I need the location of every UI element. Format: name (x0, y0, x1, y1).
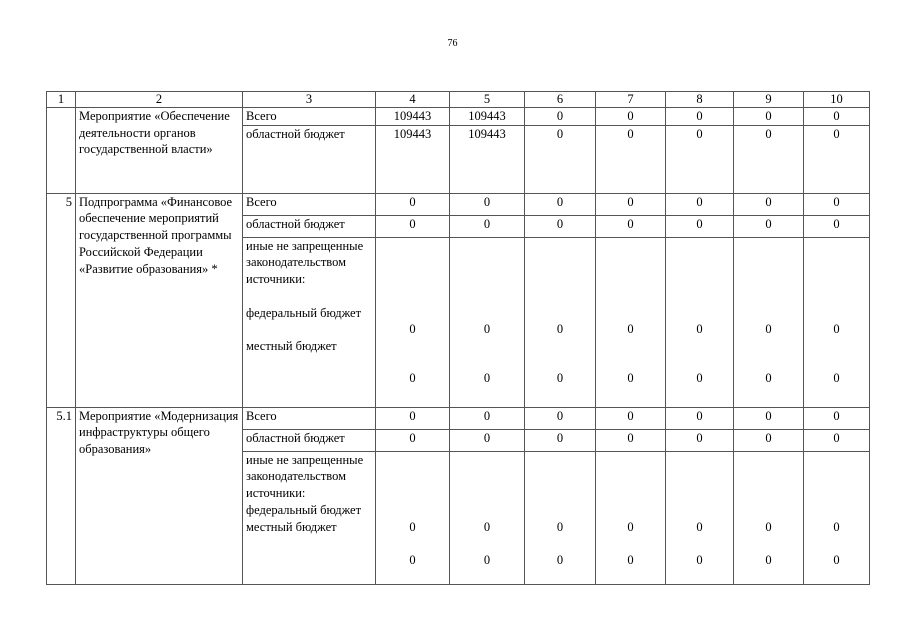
value-cell: 0 (804, 108, 870, 126)
value-cell: 109443 (376, 108, 450, 126)
column-header: 4 (376, 92, 450, 108)
column-header: 10 (804, 92, 870, 108)
column-header: 1 (47, 92, 76, 108)
value-cell: 0 (409, 371, 416, 386)
value-cell: 0 (525, 108, 596, 126)
event-name: Мероприятие «Модернизация инфраструктуры общего образования» (76, 407, 243, 584)
value-cell: 0 (833, 519, 840, 534)
table-row (47, 108, 870, 126)
event-name: Мероприятие «Обеспечение деятельности органов государственной власти» (76, 108, 243, 194)
local-budget-label: местный бюджет (246, 519, 337, 534)
source-label: областной бюджет (243, 125, 376, 193)
row-index: 5 (47, 193, 76, 407)
value-cell: 0 (483, 321, 491, 336)
other-sources-label: иные не запрещенные законодательством источники: (246, 238, 364, 287)
value-cell: 0 (804, 193, 870, 215)
value-cell: 0 (666, 429, 734, 451)
local-budget-label: местный бюджет (246, 338, 337, 353)
value-cell: 0 (483, 371, 491, 386)
federal-budget-label: федеральный бюджет (246, 502, 362, 517)
value-cell: 0 (696, 371, 703, 386)
value-cell: 0 (556, 371, 564, 386)
value-cell: 0 (525, 429, 596, 451)
value-cell: 0 (765, 553, 772, 568)
column-header: 9 (734, 92, 804, 108)
column-header: 2 (76, 92, 243, 108)
column-header: 5 (450, 92, 525, 108)
column-header: 7 (596, 92, 666, 108)
value-cell: 0 (450, 429, 525, 451)
value-cell: 0 (804, 429, 870, 451)
value-cell: 0 (696, 519, 703, 534)
value-cell: 0 (833, 321, 840, 336)
value-cell: 0 (734, 429, 804, 451)
value-cell: 0 (556, 553, 564, 568)
value-cell: 0 (450, 215, 525, 237)
value-cell: 0 (627, 371, 634, 386)
other-sources-label: иные не запрещенные законодательством источники: (246, 452, 364, 501)
value-cell: 0 (596, 125, 666, 193)
value-cell: 0 (666, 193, 734, 215)
value-cell: 0 (525, 193, 596, 215)
value-cell: 0 (596, 429, 666, 451)
value-cell: 0 (376, 215, 450, 237)
value-cell: 0 (627, 553, 634, 568)
value-cell: 0 (483, 519, 491, 534)
table-row (47, 193, 870, 215)
column-number-row (47, 92, 870, 108)
value-cell: 0 (804, 125, 870, 193)
table-row (47, 407, 870, 429)
subprogram-name: Подпрограмма «Финансовое обеспечение мероприятий государственной программы Российской Федерации «Развитие образования» * (76, 193, 243, 407)
row-index (47, 108, 76, 194)
value-cell: 0 (376, 407, 450, 429)
value-cell: 109443 (376, 125, 450, 193)
value-cell: 0 (525, 215, 596, 237)
column-header: 6 (525, 92, 596, 108)
source-label: Всего (243, 108, 376, 126)
value-cell: 0 (666, 108, 734, 126)
column-header: 8 (666, 92, 734, 108)
row-index: 5.1 (47, 407, 76, 584)
value-cell: 0 (734, 215, 804, 237)
value-cell: 0 (596, 108, 666, 126)
value-cell: 0 (376, 193, 450, 215)
value-cell: 0 (409, 321, 416, 336)
value-cell: 0 (409, 553, 416, 568)
value-cell: 0 (450, 407, 525, 429)
page-number: 76 (447, 38, 458, 49)
source-label-group (243, 451, 376, 584)
value-cell: 0 (525, 407, 596, 429)
value-cell: 0 (734, 108, 804, 126)
value-cell: 0 (666, 215, 734, 237)
source-label: областной бюджет (243, 215, 376, 237)
value-cell: 0 (596, 193, 666, 215)
value-cell: 0 (696, 553, 703, 568)
value-cell: 0 (556, 519, 564, 534)
value-cell: 0 (376, 429, 450, 451)
value-cell: 0 (833, 371, 840, 386)
value-cell: 0 (666, 407, 734, 429)
source-label: Всего (243, 407, 376, 429)
budget-table (46, 91, 870, 585)
value-cell: 0 (596, 407, 666, 429)
value-cell: 0 (525, 125, 596, 193)
value-cell: 0 (483, 553, 491, 568)
value-cell: 0 (765, 519, 772, 534)
source-label-group (243, 237, 376, 407)
value-cell: 0 (734, 407, 804, 429)
value-cell: 0 (765, 321, 772, 336)
value-cell: 0 (556, 321, 564, 336)
source-label: областной бюджет (243, 429, 376, 451)
value-cell: 0 (409, 519, 416, 534)
value-cell: 0 (627, 519, 634, 534)
value-cell: 0 (627, 321, 634, 336)
source-label: Всего (243, 193, 376, 215)
value-cell: 0 (734, 125, 804, 193)
value-cell: 0 (666, 125, 734, 193)
value-cell: 0 (696, 321, 703, 336)
value-cell: 0 (804, 407, 870, 429)
federal-budget-label: федеральный бюджет (246, 305, 362, 320)
column-header: 3 (243, 92, 376, 108)
value-cell: 0 (450, 193, 525, 215)
value-cell: 0 (596, 215, 666, 237)
value-cell: 0 (734, 193, 804, 215)
value-cell: 0 (804, 215, 870, 237)
value-cell: 0 (833, 553, 840, 568)
value-cell: 109443 (450, 125, 525, 193)
value-cell: 0 (765, 371, 772, 386)
value-cell: 109443 (450, 108, 525, 126)
